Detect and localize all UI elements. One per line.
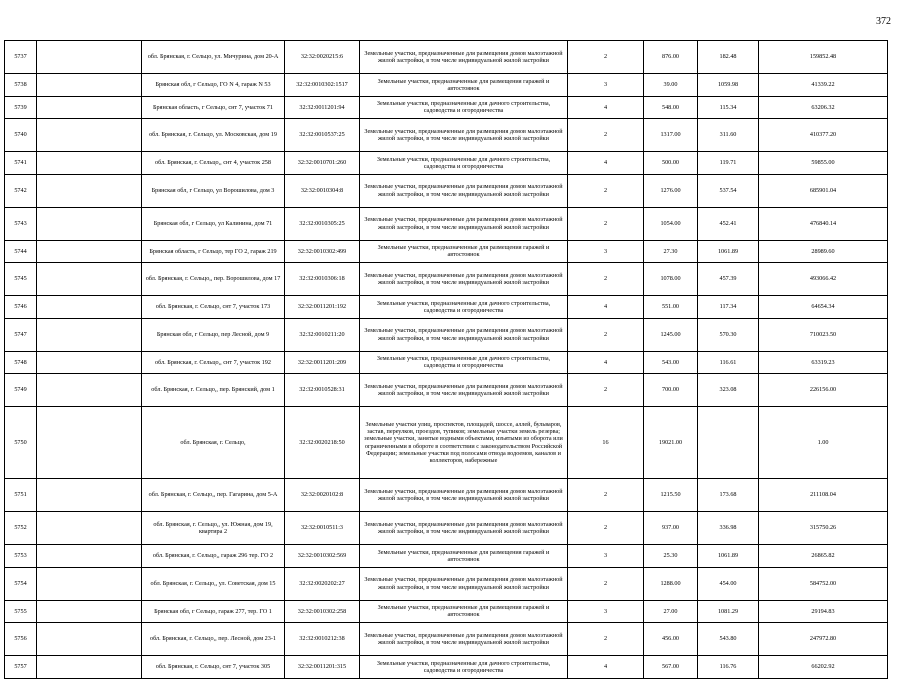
cell-cadastral-value: 26865.82 (759, 545, 888, 568)
cell-category: 4 (568, 152, 644, 175)
cell-number: 5755 (5, 600, 37, 623)
cell-permitted-use: Земельные участки улиц, проспектов, площадей, шоссе, аллей, бульваров, застав, переулков, проездов, тупиков; земельные участки земель резерва; земельные участки, занятые водными объектами, изъятыми из оборота или ограниченными в обороте в соответствии с законодательством Российской Федерации; земельные участки под полосами отвода водоемов, каналов и коллекторов, набережные (360, 407, 568, 479)
cell-cadastral-number: 32:32:0010537:25 (285, 119, 360, 152)
table-row (5, 512, 888, 545)
cell-cadastral-number: 32:32:0010528:31 (285, 374, 360, 407)
cell-address: обл. Брянская, г. Сельцо,, пер. Лесной, дом 23-1 (142, 623, 285, 656)
cell-permitted-use: Земельные участки, предназначенные для размещения домов малоэтажной жилой застройки, в том числе индивидуальной жилой застройки (360, 623, 568, 656)
cell-empty (37, 656, 142, 679)
cell-area: 543.00 (644, 351, 698, 374)
cell-cadastral-value: 476840.14 (759, 207, 888, 240)
table-row (5, 74, 888, 97)
cell-number: 5737 (5, 41, 37, 74)
cell-category: 3 (568, 600, 644, 623)
cell-empty (37, 74, 142, 97)
cell-category: 2 (568, 207, 644, 240)
cell-category: 3 (568, 545, 644, 568)
cell-cadastral-number: 32:32:0010302:499 (285, 240, 360, 263)
table-row (5, 545, 888, 568)
cell-area: 1317.00 (644, 119, 698, 152)
cell-area: 1078.00 (644, 263, 698, 296)
cell-permitted-use: Земельные участки, предназначенные для дачного строительства, садоводства и огородничества (360, 296, 568, 319)
cell-address: обл. Брянская, г. Сельцо,, пер. Ворошилова, дом 17 (142, 263, 285, 296)
cell-empty (37, 207, 142, 240)
cell-cadastral-number: 32:32:0010305:25 (285, 207, 360, 240)
table-row (5, 351, 888, 374)
cell-cadastral-number: 32:32:0020218:50 (285, 407, 360, 479)
cell-unit-value: 570.30 (698, 318, 759, 351)
cell-empty (37, 174, 142, 207)
cell-empty (37, 152, 142, 175)
cell-number: 5748 (5, 351, 37, 374)
table-row (5, 407, 888, 479)
cell-cadastral-number: 32:32:0010304:8 (285, 174, 360, 207)
cell-permitted-use: Земельные участки, предназначенные для размещения домов малоэтажной жилой застройки, в том числе индивидуальной жилой застройки (360, 318, 568, 351)
cell-cadastral-value: 59855.00 (759, 152, 888, 175)
table-row (5, 174, 888, 207)
cell-address: Брянская обл, г Сельцо, ГО N 4, гараж N 53 (142, 74, 285, 97)
cell-permitted-use: Земельные участки, предназначенные для дачного строительства, садоводства и огородничества (360, 152, 568, 175)
cell-category: 2 (568, 374, 644, 407)
cell-address: Брянская область, г Сельцо, снт 7, участок 71 (142, 96, 285, 119)
cell-address: обл. Брянская, г. Сельцо, снт 7, участок 305 (142, 656, 285, 679)
cell-cadastral-number: 32:32:0011201:315 (285, 656, 360, 679)
cell-area: 937.00 (644, 512, 698, 545)
table-row (5, 240, 888, 263)
cell-address: обл. Брянская, г. Сельцо,, снт 7, участок 192 (142, 351, 285, 374)
cell-empty (37, 263, 142, 296)
cell-category: 2 (568, 119, 644, 152)
cell-address: обл. Брянская, г. Сельцо, снт 7, участок 173 (142, 296, 285, 319)
cell-address: обл. Брянская, г. Сельцо,, ул. Южная, дом 19, квартира 2 (142, 512, 285, 545)
cell-unit-value: 454.00 (698, 567, 759, 600)
cell-empty (37, 567, 142, 600)
cell-permitted-use: Земельные участки, предназначенные для размещения гаражей и автостоянок (360, 74, 568, 97)
cell-category: 2 (568, 318, 644, 351)
cell-permitted-use: Земельные участки, предназначенные для размещения гаражей и автостоянок (360, 600, 568, 623)
cell-address: обл. Брянская, г. Сельцо,, пер. Брянский, дом 1 (142, 374, 285, 407)
cell-number: 5754 (5, 567, 37, 600)
cell-area: 548.00 (644, 96, 698, 119)
cell-empty (37, 119, 142, 152)
cell-unit-value: 537.54 (698, 174, 759, 207)
table-row (5, 296, 888, 319)
cell-cadastral-value: 493066.42 (759, 263, 888, 296)
cell-address: Брянская обл, г Сельцо, гараж 277, тер. ГО 1 (142, 600, 285, 623)
cell-number: 5752 (5, 512, 37, 545)
cell-empty (37, 512, 142, 545)
cell-category: 16 (568, 407, 644, 479)
cell-cadastral-number: 32:32:0010306:18 (285, 263, 360, 296)
cell-area: 25.30 (644, 545, 698, 568)
cell-permitted-use: Земельные участки, предназначенные для размещения домов малоэтажной жилой застройки, в том числе индивидуальной жилой застройки (360, 374, 568, 407)
cell-cadastral-number: 32:32:0010701:260 (285, 152, 360, 175)
cell-area: 1245.00 (644, 318, 698, 351)
cell-cadastral-value: 247972.80 (759, 623, 888, 656)
cell-permitted-use: Земельные участки, предназначенные для размещения домов малоэтажной жилой застройки, в том числе индивидуальной жилой застройки (360, 567, 568, 600)
cell-cadastral-number: 32:32:0011201:209 (285, 351, 360, 374)
table-row (5, 479, 888, 512)
cell-cadastral-value: 685901.04 (759, 174, 888, 207)
page-number: 372 (876, 16, 891, 27)
cell-unit-value: 116.61 (698, 351, 759, 374)
table-row (5, 119, 888, 152)
cell-address: обл. Брянская, г. Сельцо, (142, 407, 285, 479)
cell-area: 567.00 (644, 656, 698, 679)
cell-cadastral-value: 41339.22 (759, 74, 888, 97)
cell-address: обл. Брянская, г. Сельцо,, ул. Советская, дом 15 (142, 567, 285, 600)
cell-address: обл. Брянская, г. Сельцо, ул. Мичурина, дом 20-А (142, 41, 285, 74)
cell-number: 5738 (5, 74, 37, 97)
cell-unit-value: 1081.29 (698, 600, 759, 623)
cell-cadastral-value: 226156.00 (759, 374, 888, 407)
table-body (5, 41, 888, 679)
cell-cadastral-value: 710023.50 (759, 318, 888, 351)
cell-address: Брянская обл, г Сельцо, ул Калинина, дом 71 (142, 207, 285, 240)
cell-category: 4 (568, 296, 644, 319)
cell-empty (37, 318, 142, 351)
cell-number: 5756 (5, 623, 37, 656)
cell-unit-value: 173.68 (698, 479, 759, 512)
cell-permitted-use: Земельные участки, предназначенные для дачного строительства, садоводства и огородничества (360, 351, 568, 374)
cell-address: обл. Брянская, г. Сельцо,, снт 4, участок 258 (142, 152, 285, 175)
cell-empty (37, 545, 142, 568)
cell-empty (37, 407, 142, 479)
cell-permitted-use: Земельные участки, предназначенные для размещения домов малоэтажной жилой застройки, в том числе индивидуальной жилой застройки (360, 119, 568, 152)
cell-permitted-use: Земельные участки, предназначенные для размещения домов малоэтажной жилой застройки, в том числе индивидуальной жилой застройки (360, 207, 568, 240)
cell-address: обл. Брянская, г. Сельцо,, пер. Гагарина, дом 5-А (142, 479, 285, 512)
cell-unit-value: 1061.89 (698, 545, 759, 568)
cell-cadastral-number: 32:32:0010302:258 (285, 600, 360, 623)
cell-cadastral-value: 64654.34 (759, 296, 888, 319)
cell-area: 500.00 (644, 152, 698, 175)
cell-number: 5743 (5, 207, 37, 240)
cell-empty (37, 96, 142, 119)
cell-number: 5744 (5, 240, 37, 263)
cell-category: 2 (568, 174, 644, 207)
cell-unit-value: 119.71 (698, 152, 759, 175)
cell-area: 1215.50 (644, 479, 698, 512)
table-row (5, 623, 888, 656)
cell-number: 5747 (5, 318, 37, 351)
cell-category: 2 (568, 567, 644, 600)
cell-area: 1288.00 (644, 567, 698, 600)
cell-address: обл. Брянская, г. Сельцо, ул. Московская, дом 19 (142, 119, 285, 152)
table-row (5, 41, 888, 74)
cell-empty (37, 351, 142, 374)
cell-unit-value: 543.80 (698, 623, 759, 656)
cell-unit-value: 311.60 (698, 119, 759, 152)
cell-address: Брянская обл, г Сельцо, ул Ворошилова, дом 3 (142, 174, 285, 207)
cell-unit-value (698, 407, 759, 479)
cell-empty (37, 41, 142, 74)
cell-category: 2 (568, 263, 644, 296)
cell-category: 2 (568, 479, 644, 512)
cell-number: 5753 (5, 545, 37, 568)
cell-cadastral-value: 29194.83 (759, 600, 888, 623)
cell-cadastral-value: 159852.48 (759, 41, 888, 74)
cell-permitted-use: Земельные участки, предназначенные для размещения домов малоэтажной жилой застройки, в том числе индивидуальной жилой застройки (360, 41, 568, 74)
cell-area: 27.00 (644, 600, 698, 623)
cell-category: 4 (568, 351, 644, 374)
cell-number: 5740 (5, 119, 37, 152)
cell-cadastral-number: 32:32:0010511:3 (285, 512, 360, 545)
cell-empty (37, 623, 142, 656)
cell-permitted-use: Земельные участки, предназначенные для размещения гаражей и автостоянок (360, 545, 568, 568)
cell-cadastral-value: 315750.26 (759, 512, 888, 545)
cell-empty (37, 240, 142, 263)
cell-number: 5745 (5, 263, 37, 296)
cell-category: 4 (568, 656, 644, 679)
cell-unit-value: 457.39 (698, 263, 759, 296)
cell-permitted-use: Земельные участки, предназначенные для размещения домов малоэтажной жилой застройки, в том числе индивидуальной жилой застройки (360, 479, 568, 512)
cell-address: Брянская область, г Сельцо, тер ГО 2, гараж 219 (142, 240, 285, 263)
cell-cadastral-value: 410377.20 (759, 119, 888, 152)
cell-permitted-use: Земельные участки, предназначенные для размещения домов малоэтажной жилой застройки, в том числе индивидуальной жилой застройки (360, 263, 568, 296)
table-row (5, 263, 888, 296)
table-row (5, 318, 888, 351)
cell-number: 5746 (5, 296, 37, 319)
cell-cadastral-number: 32:32:0010212:38 (285, 623, 360, 656)
cell-area: 551.00 (644, 296, 698, 319)
cell-category: 2 (568, 41, 644, 74)
table-row (5, 374, 888, 407)
cell-cadastral-value: 63206.32 (759, 96, 888, 119)
cell-unit-value: 1059.98 (698, 74, 759, 97)
cell-number: 5749 (5, 374, 37, 407)
cell-area: 1276.00 (644, 174, 698, 207)
cell-number: 5750 (5, 407, 37, 479)
cell-permitted-use: Земельные участки, предназначенные для дачного строительства, садоводства и огородничества (360, 656, 568, 679)
cell-category: 4 (568, 96, 644, 119)
cell-number: 5742 (5, 174, 37, 207)
cell-permitted-use: Земельные участки, предназначенные для дачного строительства, садоводства и огородничества (360, 96, 568, 119)
cell-number: 5757 (5, 656, 37, 679)
cell-cadastral-number: 32:32:0020215:6 (285, 41, 360, 74)
cell-cadastral-number: 32:32:0020202:27 (285, 567, 360, 600)
cell-empty (37, 600, 142, 623)
cell-unit-value: 452.41 (698, 207, 759, 240)
cell-area: 39.00 (644, 74, 698, 97)
land-registry-table (4, 40, 888, 679)
cell-cadastral-value: 66202.92 (759, 656, 888, 679)
cell-area: 27.30 (644, 240, 698, 263)
cell-category: 3 (568, 240, 644, 263)
table-row (5, 600, 888, 623)
table-row (5, 152, 888, 175)
cell-unit-value: 115.34 (698, 96, 759, 119)
cell-unit-value: 1061.89 (698, 240, 759, 263)
cell-area: 700.00 (644, 374, 698, 407)
cell-cadastral-number: 32:32:0010302:569 (285, 545, 360, 568)
table-row (5, 567, 888, 600)
cell-unit-value: 117.34 (698, 296, 759, 319)
cell-unit-value: 323.08 (698, 374, 759, 407)
cell-category: 2 (568, 623, 644, 656)
cell-cadastral-value: 584752.00 (759, 567, 888, 600)
cell-empty (37, 479, 142, 512)
cell-unit-value: 182.48 (698, 41, 759, 74)
cell-permitted-use: Земельные участки, предназначенные для размещения домов малоэтажной жилой застройки, в том числе индивидуальной жилой застройки (360, 512, 568, 545)
cell-cadastral-value: 1.00 (759, 407, 888, 479)
cell-address: обл. Брянская, г. Сельцо,, гараж 296 тер. ГО 2 (142, 545, 285, 568)
table-row (5, 207, 888, 240)
cell-unit-value: 336.98 (698, 512, 759, 545)
cell-cadastral-number: 32:32:0010302:1517 (285, 74, 360, 97)
cell-cadastral-value: 28989.60 (759, 240, 888, 263)
cell-cadastral-value: 211108.04 (759, 479, 888, 512)
cell-number: 5751 (5, 479, 37, 512)
cell-permitted-use: Земельные участки, предназначенные для размещения гаражей и автостоянок (360, 240, 568, 263)
cell-category: 2 (568, 512, 644, 545)
cell-area: 876.00 (644, 41, 698, 74)
cell-area: 1054.00 (644, 207, 698, 240)
cell-cadastral-value: 63319.23 (759, 351, 888, 374)
cell-cadastral-number: 32:32:0020102:8 (285, 479, 360, 512)
cell-area: 19021.00 (644, 407, 698, 479)
cell-number: 5741 (5, 152, 37, 175)
table-row (5, 656, 888, 679)
cell-cadastral-number: 32:32:0011201:192 (285, 296, 360, 319)
cell-permitted-use: Земельные участки, предназначенные для размещения домов малоэтажной жилой застройки, в том числе индивидуальной жилой застройки (360, 174, 568, 207)
cell-empty (37, 296, 142, 319)
cell-cadastral-number: 32:32:0010211:20 (285, 318, 360, 351)
cell-unit-value: 116.76 (698, 656, 759, 679)
cell-area: 456.00 (644, 623, 698, 656)
cell-number: 5739 (5, 96, 37, 119)
table-row (5, 96, 888, 119)
cell-cadastral-number: 32:32:0011201:94 (285, 96, 360, 119)
cell-empty (37, 374, 142, 407)
cell-category: 3 (568, 74, 644, 97)
cell-address: Брянская обл, г Сельцо, пер Лесной, дом 9 (142, 318, 285, 351)
